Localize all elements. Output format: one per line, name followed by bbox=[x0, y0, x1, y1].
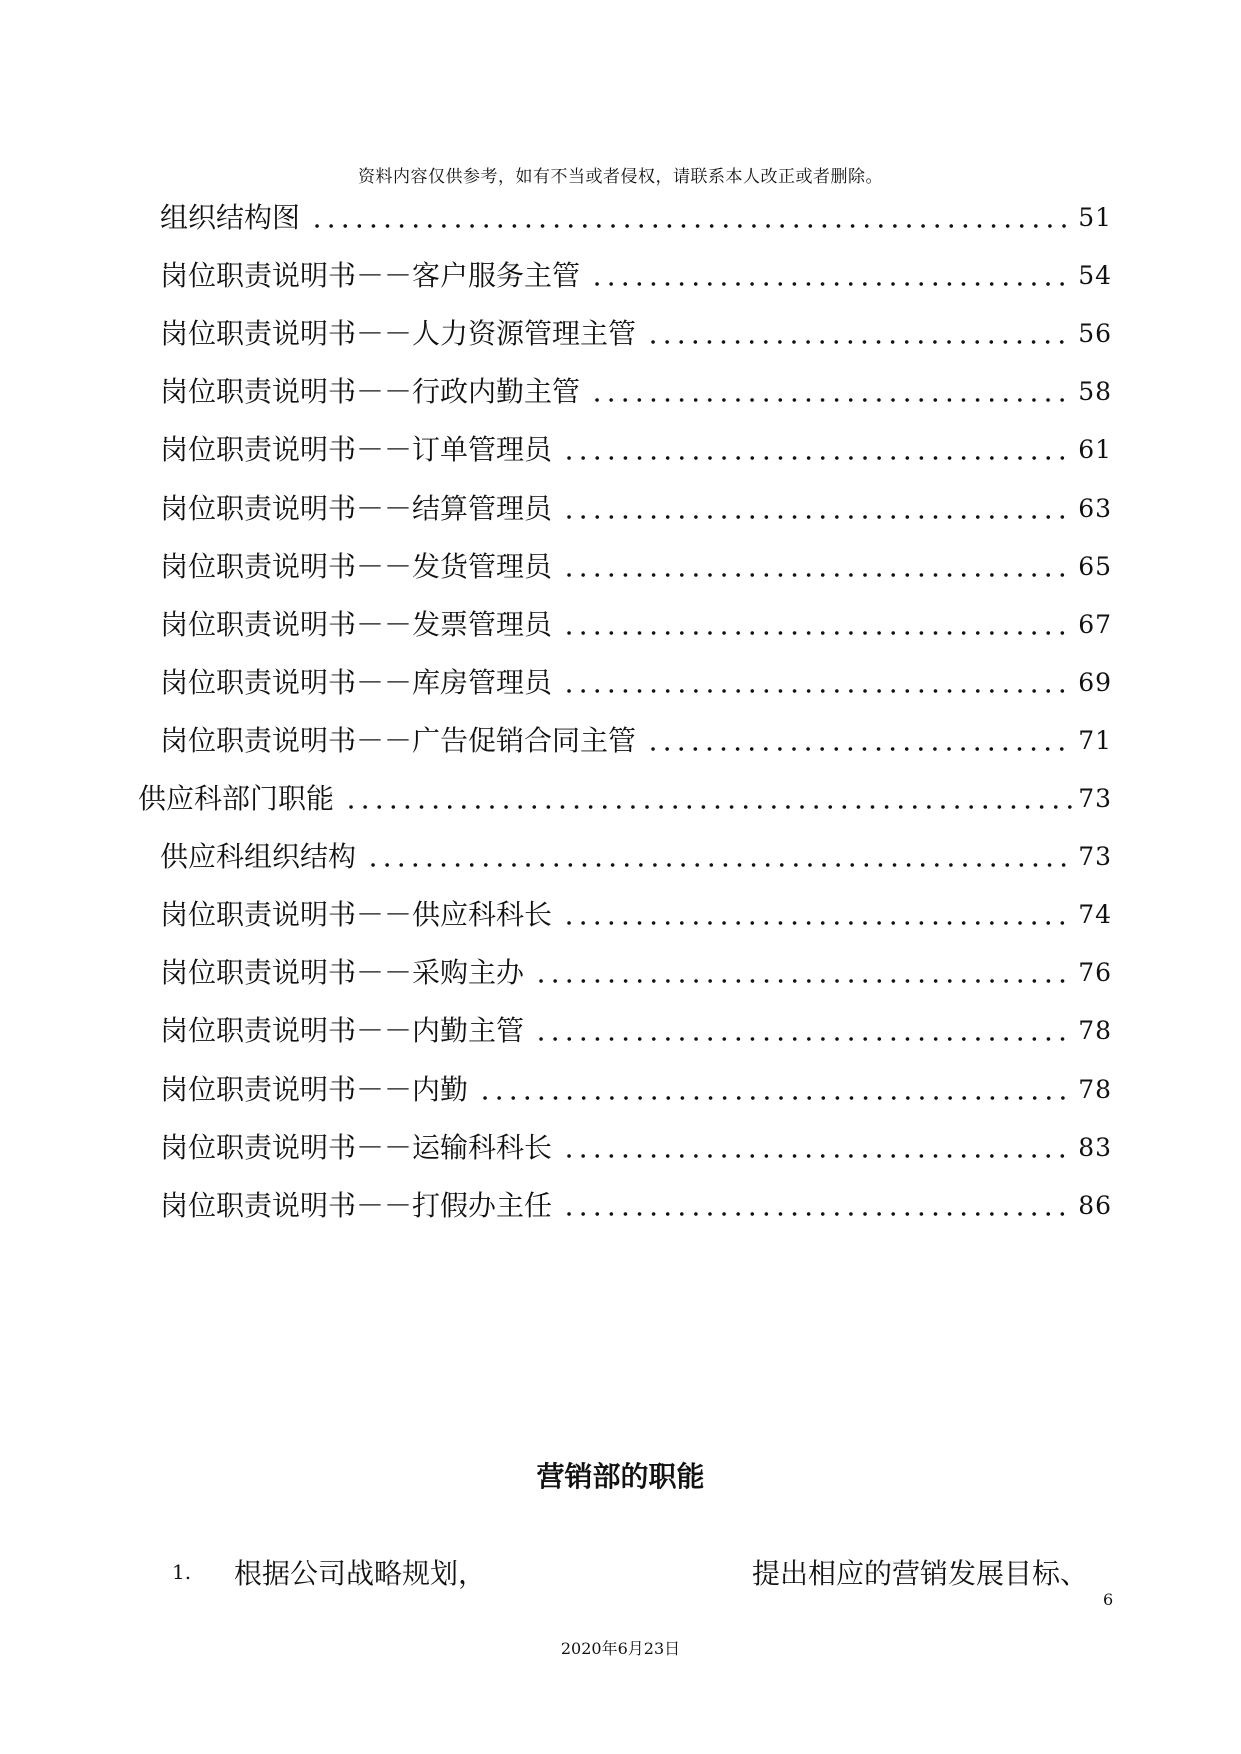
toc-entry[interactable] bbox=[0, 953, 1112, 993]
list-item-text-start: 根据公司战略规划， bbox=[234, 1557, 487, 1590]
toc-dot-leader bbox=[562, 1186, 1072, 1226]
toc-entry-title: 岗位职责说明书－－结算管理员 bbox=[160, 491, 553, 525]
toc-entry-title: 岗位职责说明书－－供应科科长 bbox=[160, 898, 553, 932]
toc-entry-title: 岗位职责说明书－－运输科科长 bbox=[160, 1130, 553, 1164]
list-item-number: 1. bbox=[172, 1560, 192, 1584]
toc-entry[interactable] bbox=[0, 547, 1112, 587]
toc-entry-title: 岗位职责说明书－－打假办主任 bbox=[160, 1188, 553, 1222]
toc-entry[interactable] bbox=[0, 489, 1112, 529]
toc-dot-leader bbox=[310, 198, 1072, 238]
toc-entry-page: 73 bbox=[1078, 784, 1112, 813]
toc-entry-title: 岗位职责说明书－－客户服务主管 bbox=[160, 259, 581, 293]
toc-entry-page: 63 bbox=[1078, 493, 1112, 523]
toc-entry[interactable] bbox=[0, 779, 1112, 819]
toc-dot-leader bbox=[562, 547, 1072, 587]
toc-entry[interactable] bbox=[0, 895, 1112, 935]
toc-entry-page: 74 bbox=[1078, 900, 1112, 930]
toc-entry[interactable] bbox=[0, 1070, 1112, 1110]
toc-dot-leader bbox=[562, 489, 1072, 529]
toc-entry-title: 供应科部门职能 bbox=[138, 782, 335, 815]
toc-entry[interactable] bbox=[0, 1011, 1112, 1051]
toc-dot-leader bbox=[534, 953, 1072, 993]
toc-entry[interactable] bbox=[0, 721, 1112, 761]
toc-entry[interactable] bbox=[0, 198, 1112, 238]
toc-entry-title: 岗位职责说明书－－人力资源管理主管 bbox=[160, 317, 637, 351]
toc-entry-title: 岗位职责说明书－－发货管理员 bbox=[160, 549, 553, 583]
toc-entry[interactable] bbox=[0, 256, 1112, 296]
toc-entry-page: 67 bbox=[1078, 609, 1112, 639]
list-item-text-end: 提出相应的营销发展目标、 bbox=[752, 1557, 1089, 1590]
footer-date: 2020年6月23日 bbox=[560, 1639, 681, 1658]
toc-entry[interactable] bbox=[0, 1128, 1112, 1168]
toc-entry-page: 86 bbox=[1078, 1190, 1112, 1220]
toc-dot-leader bbox=[562, 895, 1072, 935]
toc-dot-leader bbox=[478, 1070, 1072, 1110]
toc-entry-title: 岗位职责说明书－－采购主办 bbox=[160, 956, 525, 990]
toc-dot-leader bbox=[562, 663, 1072, 703]
list-item bbox=[0, 1552, 1241, 1592]
toc-entry-page: 69 bbox=[1078, 667, 1112, 697]
toc-entry-title: 岗位职责说明书－－行政内勤主管 bbox=[160, 375, 581, 409]
toc-entry[interactable] bbox=[0, 1186, 1112, 1226]
section-title: 营销部的职能 bbox=[536, 1460, 705, 1493]
toc-dot-leader bbox=[366, 837, 1072, 877]
toc-entry-page: 78 bbox=[1078, 1016, 1112, 1046]
toc-dot-leader bbox=[534, 1011, 1072, 1051]
toc-entry-page: 83 bbox=[1078, 1132, 1112, 1162]
toc-dot-leader bbox=[344, 779, 1072, 819]
toc-dot-leader bbox=[562, 605, 1072, 645]
header-note: 资料内容仅供参考，如有不当或者侵权，请联系本人改正或者删除。 bbox=[358, 167, 883, 187]
toc-entry[interactable] bbox=[0, 663, 1112, 703]
toc-dot-leader bbox=[562, 1128, 1072, 1168]
toc-entry[interactable] bbox=[0, 372, 1112, 412]
toc-entry-page: 54 bbox=[1078, 261, 1112, 291]
toc-entry[interactable] bbox=[0, 430, 1112, 470]
toc-entry-page: 51 bbox=[1078, 203, 1112, 232]
toc-entry-page: 73 bbox=[1078, 842, 1112, 872]
toc-entry-page: 65 bbox=[1078, 551, 1112, 581]
toc-entry-page: 78 bbox=[1078, 1074, 1112, 1104]
page-number: 6 bbox=[1103, 1590, 1114, 1609]
toc-dot-leader bbox=[646, 721, 1072, 761]
toc-entry-title: 岗位职责说明书－－订单管理员 bbox=[160, 433, 553, 467]
toc-dot-leader bbox=[646, 314, 1072, 354]
toc-dot-leader bbox=[590, 256, 1072, 296]
toc-entry-title: 岗位职责说明书－－广告促销合同主管 bbox=[160, 723, 637, 757]
toc-entry[interactable] bbox=[0, 837, 1112, 877]
toc-entry-page: 61 bbox=[1078, 435, 1112, 465]
toc-entry[interactable] bbox=[0, 314, 1112, 354]
toc-entry-title: 组织结构图 bbox=[160, 201, 301, 234]
toc-entry-page: 71 bbox=[1078, 725, 1112, 755]
toc-entry-title: 岗位职责说明书－－内勤主管 bbox=[160, 1014, 525, 1048]
toc-dot-leader bbox=[590, 372, 1072, 412]
toc-entry-title: 岗位职责说明书－－库房管理员 bbox=[160, 665, 553, 699]
toc-entry-title: 供应科组织结构 bbox=[160, 840, 357, 874]
toc-entry-page: 56 bbox=[1078, 319, 1112, 349]
toc-entry[interactable] bbox=[0, 605, 1112, 645]
toc-dot-leader bbox=[562, 430, 1072, 470]
toc-entry-page: 58 bbox=[1078, 377, 1112, 407]
toc-entry-title: 岗位职责说明书－－内勤 bbox=[160, 1072, 469, 1106]
toc-entry-page: 76 bbox=[1078, 958, 1112, 988]
toc-entry-title: 岗位职责说明书－－发票管理员 bbox=[160, 607, 553, 641]
